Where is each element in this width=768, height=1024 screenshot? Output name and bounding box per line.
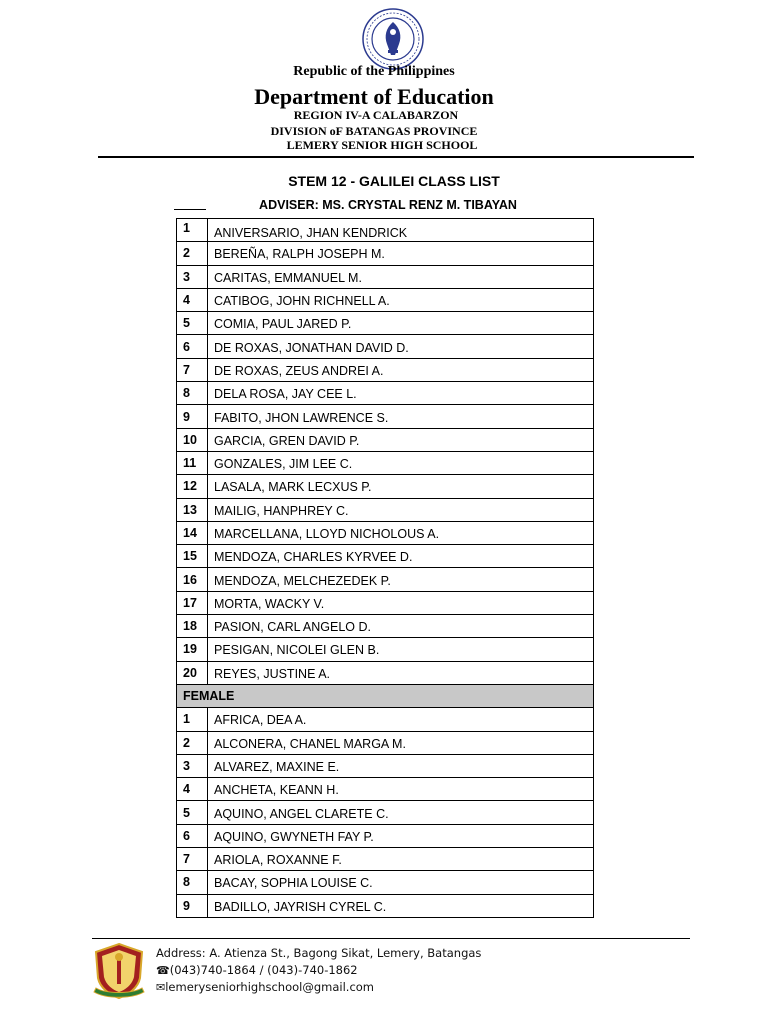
female-rows [177,708,593,918]
table-row [177,825,593,848]
department-heading: Department of Education [254,84,494,109]
envelope-icon: ✉ [156,981,166,994]
footer-divider [92,938,690,939]
adviser-line: ADVISER: MS. CRYSTAL RENZ M. TIBAYAN [259,198,517,212]
region-heading: REGION IV-A CALABARZON [293,108,459,122]
student-name: DE ROXAS, ZEUS ANDREI A. [214,363,384,378]
student-name: PASION, CARL ANGELO D. [214,620,371,635]
table-row [177,592,593,615]
student-name: AQUINO, GWYNETH FAY P. [214,829,374,844]
student-name: CARITAS, EMMANUEL M. [214,270,362,285]
table-row [177,475,593,498]
school-heading: LEMERY SENIOR HIGH SCHOOL [286,138,478,152]
short-rule [174,209,206,210]
table-row [177,266,593,289]
row-number: 7 [177,359,208,381]
row-number: 18 [177,615,208,637]
table-row [177,848,593,871]
page-title: STEM 12 - GALILEI CLASS LIST [288,173,500,189]
row-number: 8 [177,382,208,404]
table-row [177,359,593,382]
row-number: 4 [177,289,208,311]
table-row [177,289,593,312]
footer-phone: (043)740-1864 / (043)-740-1862 [169,963,358,977]
row-number: 11 [177,452,208,474]
student-name: MAILIG, HANPHREY C. [214,503,349,518]
row-number: 14 [177,522,208,544]
table-row [177,662,593,685]
row-number: 2 [177,732,208,754]
student-name: ALCONERA, CHANEL MARGA M. [214,736,406,751]
table-row [177,499,593,522]
row-number: 17 [177,592,208,614]
table-row [177,545,593,568]
table-row [177,429,593,452]
male-rows [177,219,593,685]
table-row [177,312,593,335]
student-name: ANCHETA, KEANN H. [214,783,339,798]
student-name: ANIVERSARIO, JHAN KENDRICK [214,226,408,241]
table-row [177,871,593,894]
table-row [177,732,593,755]
republic-heading: Republic of the Philippines [293,64,455,79]
school-logo [88,940,150,1002]
header-divider [98,156,694,158]
row-number: 2 [177,242,208,264]
row-number: 19 [177,638,208,660]
table-row [177,568,593,591]
student-name: DELA ROSA, JAY CEE L. [214,387,357,402]
table-row [177,708,593,731]
table-row [177,219,593,242]
row-number: 16 [177,568,208,590]
student-name: GARCIA, GREN DAVID P. [214,433,360,448]
row-number: 9 [177,895,208,917]
student-name: REYES, JUSTINE A. [214,666,331,681]
class-list-table [176,218,594,918]
table-row [177,801,593,824]
footer-phone-line [156,962,481,979]
student-name: BACAY, SOPHIA LOUISE C. [214,876,373,891]
footer-address: Address: A. Atienza St., Bagong Sikat, Lemery, Batangas [156,946,482,960]
row-number: 13 [177,499,208,521]
table-row [177,335,593,358]
student-name: ALVAREZ, MAXINE E. [214,759,340,774]
student-name: FABITO, JHON LAWRENCE S. [214,410,389,425]
table-row [177,405,593,428]
student-name: MORTA, WACKY V. [214,596,325,611]
footer-email[interactable]: lemeryseniorhighschool@gmail.com [165,980,375,994]
row-number: 9 [177,405,208,427]
row-number: 5 [177,801,208,823]
student-name: GONZALES, JIM LEE C. [214,457,353,472]
row-number: 5 [177,312,208,334]
table-row [177,382,593,405]
row-number: 6 [177,825,208,847]
student-name: MENDOZA, MELCHEZEDEK P. [214,573,391,588]
row-number: 1 [177,219,208,241]
row-number: 15 [177,545,208,567]
footer-email-line [156,979,481,996]
row-number: 8 [177,871,208,893]
student-name: AFRICA, DEA A. [214,713,307,728]
row-number: 7 [177,848,208,870]
telephone-icon: ☎ [156,964,170,977]
student-name: DE ROXAS, JONATHAN DAVID D. [214,340,409,355]
table-row [177,895,593,918]
row-number: 1 [177,708,208,730]
row-number: 3 [177,266,208,288]
table-row [177,615,593,638]
row-number: 20 [177,662,208,684]
row-number: 6 [177,335,208,357]
table-row [177,522,593,545]
row-number: 12 [177,475,208,497]
row-number: 3 [177,755,208,777]
female-section-header: FEMALE [177,685,593,708]
table-row [177,452,593,475]
table-row [177,638,593,661]
student-name: LASALA, MARK LECXUS P. [214,480,372,495]
table-row [177,242,593,265]
student-name: ARIOLA, ROXANNE F. [214,853,342,868]
deped-seal [362,8,424,70]
student-name: PESIGAN, NICOLEI GLEN B. [214,643,380,658]
row-number: 4 [177,778,208,800]
student-name: AQUINO, ANGEL CLARETE C. [214,806,389,821]
student-name: BEREÑA, RALPH JOSEPH M. [214,247,385,262]
table-row [177,778,593,801]
row-number: 10 [177,429,208,451]
student-name: MARCELLANA, LLOYD NICHOLOUS A. [214,527,440,541]
table-row [177,755,593,778]
footer-contact [156,945,481,996]
division-heading: DIVISION oF BATANGAS PROVINCE [270,124,478,138]
student-name: COMIA, PAUL JARED P. [214,317,352,332]
student-name: BADILLO, JAYRISH CYREL C. [214,899,387,914]
student-name: CATIBOG, JOHN RICHNELL A. [214,294,390,309]
student-name: MENDOZA, CHARLES KYRVEE D. [214,550,413,565]
